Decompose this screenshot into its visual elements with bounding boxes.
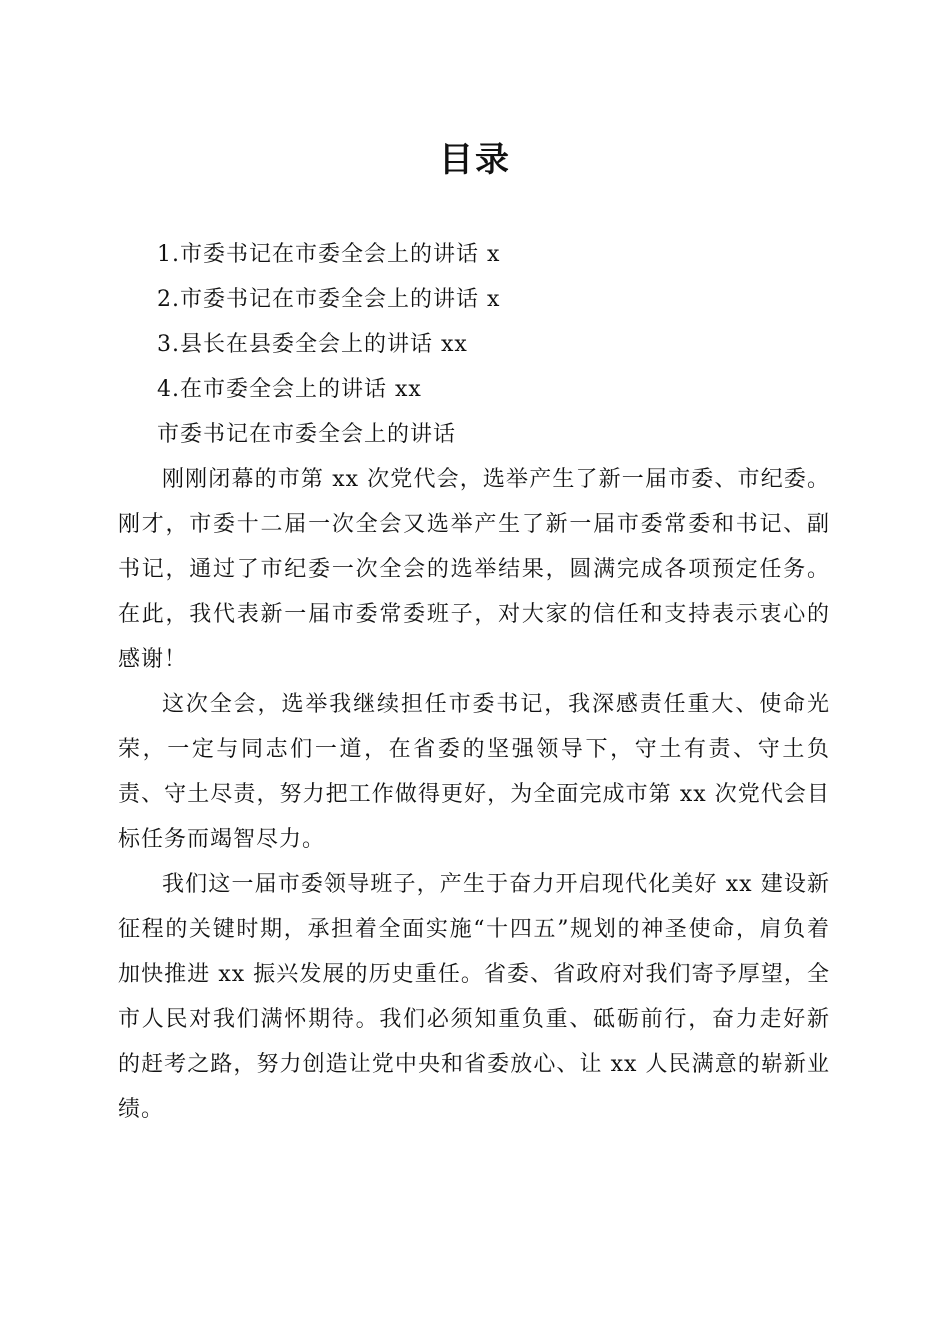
toc-item: 2.市委书记在市委全会上的讲话 x: [157, 287, 501, 312]
section-heading: 市委书记在市委全会上的讲话: [157, 422, 457, 447]
paragraph: 刚刚闭幕的市第 xx 次党代会，选举产生了新一届市委、市纪委。刚才，市委十二届一次全会又选举产生了新一届市委常委和书记、副书记，通过了市纪委一次全会的选举结果，圆满完成各项预定任务。在此，我代表新一届市委常委班子，对大家的信任和支持表示衷心的感谢！: [118, 467, 830, 672]
toc-item: 1.市委书记在市委全会上的讲话 x: [157, 242, 501, 267]
page-title: 目录: [439, 140, 511, 180]
body-text: [118, 457, 830, 1132]
toc-item: 3.县长在县委全会上的讲话 xx: [157, 332, 468, 357]
paragraph: 这次全会，选举我继续担任市委书记，我深感责任重大、使命光荣，一定与同志们一道，在省委的坚强领导下，守土有责、守土负责、守土尽责，努力把工作做得更好，为全面完成市第 xx 次党代会目标任务而竭智尽力。: [118, 692, 830, 852]
toc-item: 4.在市委全会上的讲话 xx: [157, 377, 422, 402]
paragraph: 我们这一届市委领导班子，产生于奋力开启现代化美好 xx 建设新征程的关键时期，承担着全面实施“十四五”规划的神圣使命，肩负着加快推进 xx 振兴发展的历史重任。省委、省政府对我们寄予厚望，全市人民对我们满怀期待。我们必须知重负重、砥砺前行，奋力走好新的赶考之路，努力创造让党中央和省委放心、让 xx 人民满意的崭新业绩。: [118, 872, 830, 1122]
table-of-contents: [157, 232, 857, 412]
